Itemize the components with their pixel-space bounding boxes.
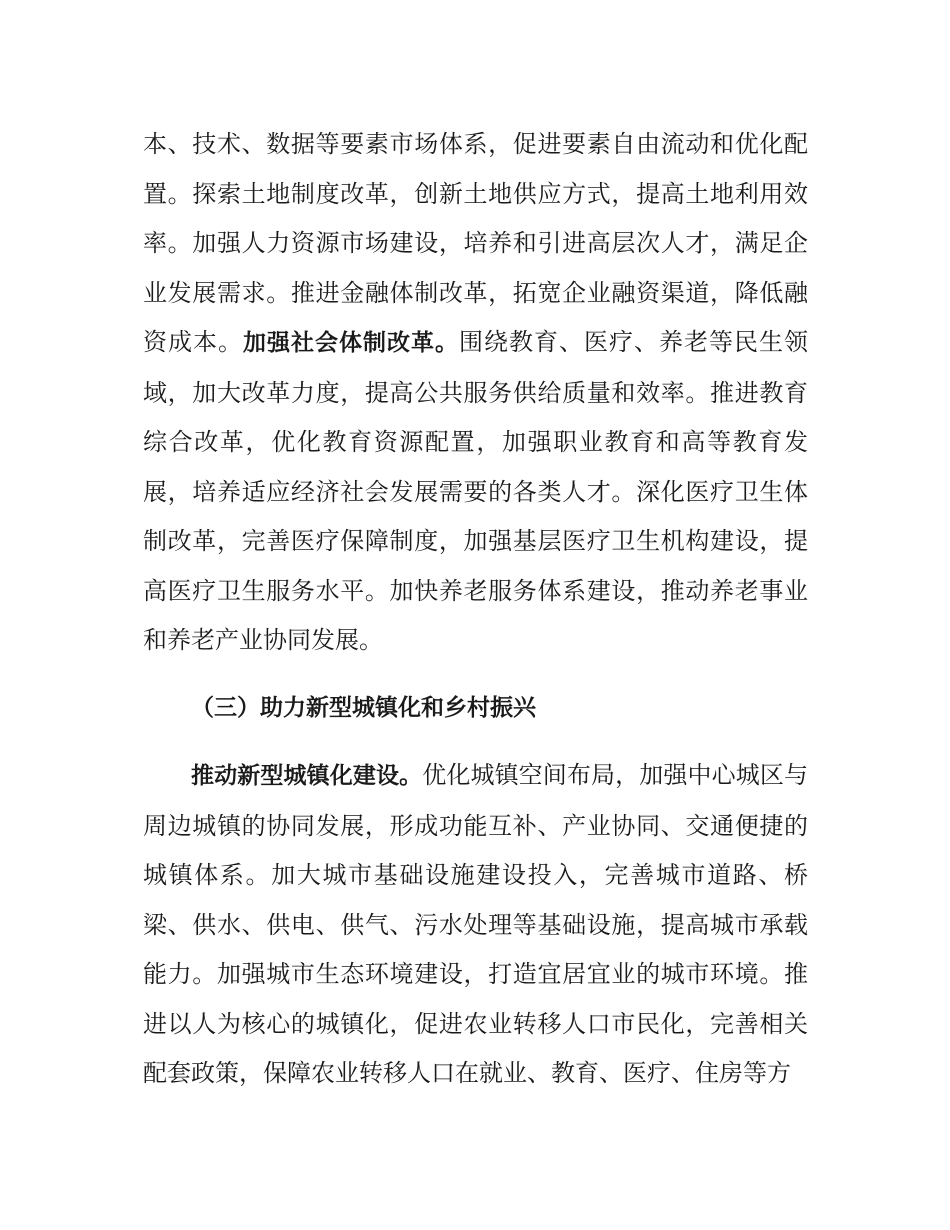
section-heading: （三）助力新型城镇化和乡村振兴	[191, 694, 536, 721]
paragraph-text: 本、技术、数据等要素市场体系，促进要素自由流动和优化配置。探索土地制度改革，创新土地供应方式，提高土地利用效率。加强人力资源市场建设，培养和引进高层次人才，满足企业发展需求。推进金融体制改革，拓宽企业融资渠道，降低融资成本。	[143, 130, 808, 356]
paragraph-text: 围绕教育、医疗、养老等民生领域，加大改革力度，提高公共服务供给质量和效率。推进教育综合改革，优化教育资源配置，加强职业教育和高等教育发展，培养适应经济社会发展需要的各类人才。深化医疗卫生体制改革，完善医疗保障制度，加强基层医疗卫生机构建设，提高医疗卫生服务水平。加快养老服务体系建设，推动养老事业和养老产业协同发展。	[143, 328, 808, 654]
paragraph-bold-lead: 推动新型城镇化建设。	[191, 763, 423, 789]
paragraph-text: 优化城镇空间布局，加强中心城区与周边城镇的协同发展，形成功能互补、产业协同、交通便捷的城镇体系。加大城市基础设施建设投入，完善城市道路、桥梁、供水、供电、供气、污水处理等基础设施，提高城市承载能力。加强城市生态环境建设，打造宜居宜业的城市环境。推进以人为核心的城镇化，促进农业转移人口市民化，完善相关配套政策，保障农业转移人口在就业、教育、医疗、住房等方	[143, 761, 809, 1087]
paragraph-urbanization	[143, 751, 808, 1099]
paragraph-reform-continued	[143, 120, 808, 666]
document-body	[143, 120, 808, 1099]
paragraph-bold-lead: 加强社会体制改革。	[243, 330, 459, 356]
